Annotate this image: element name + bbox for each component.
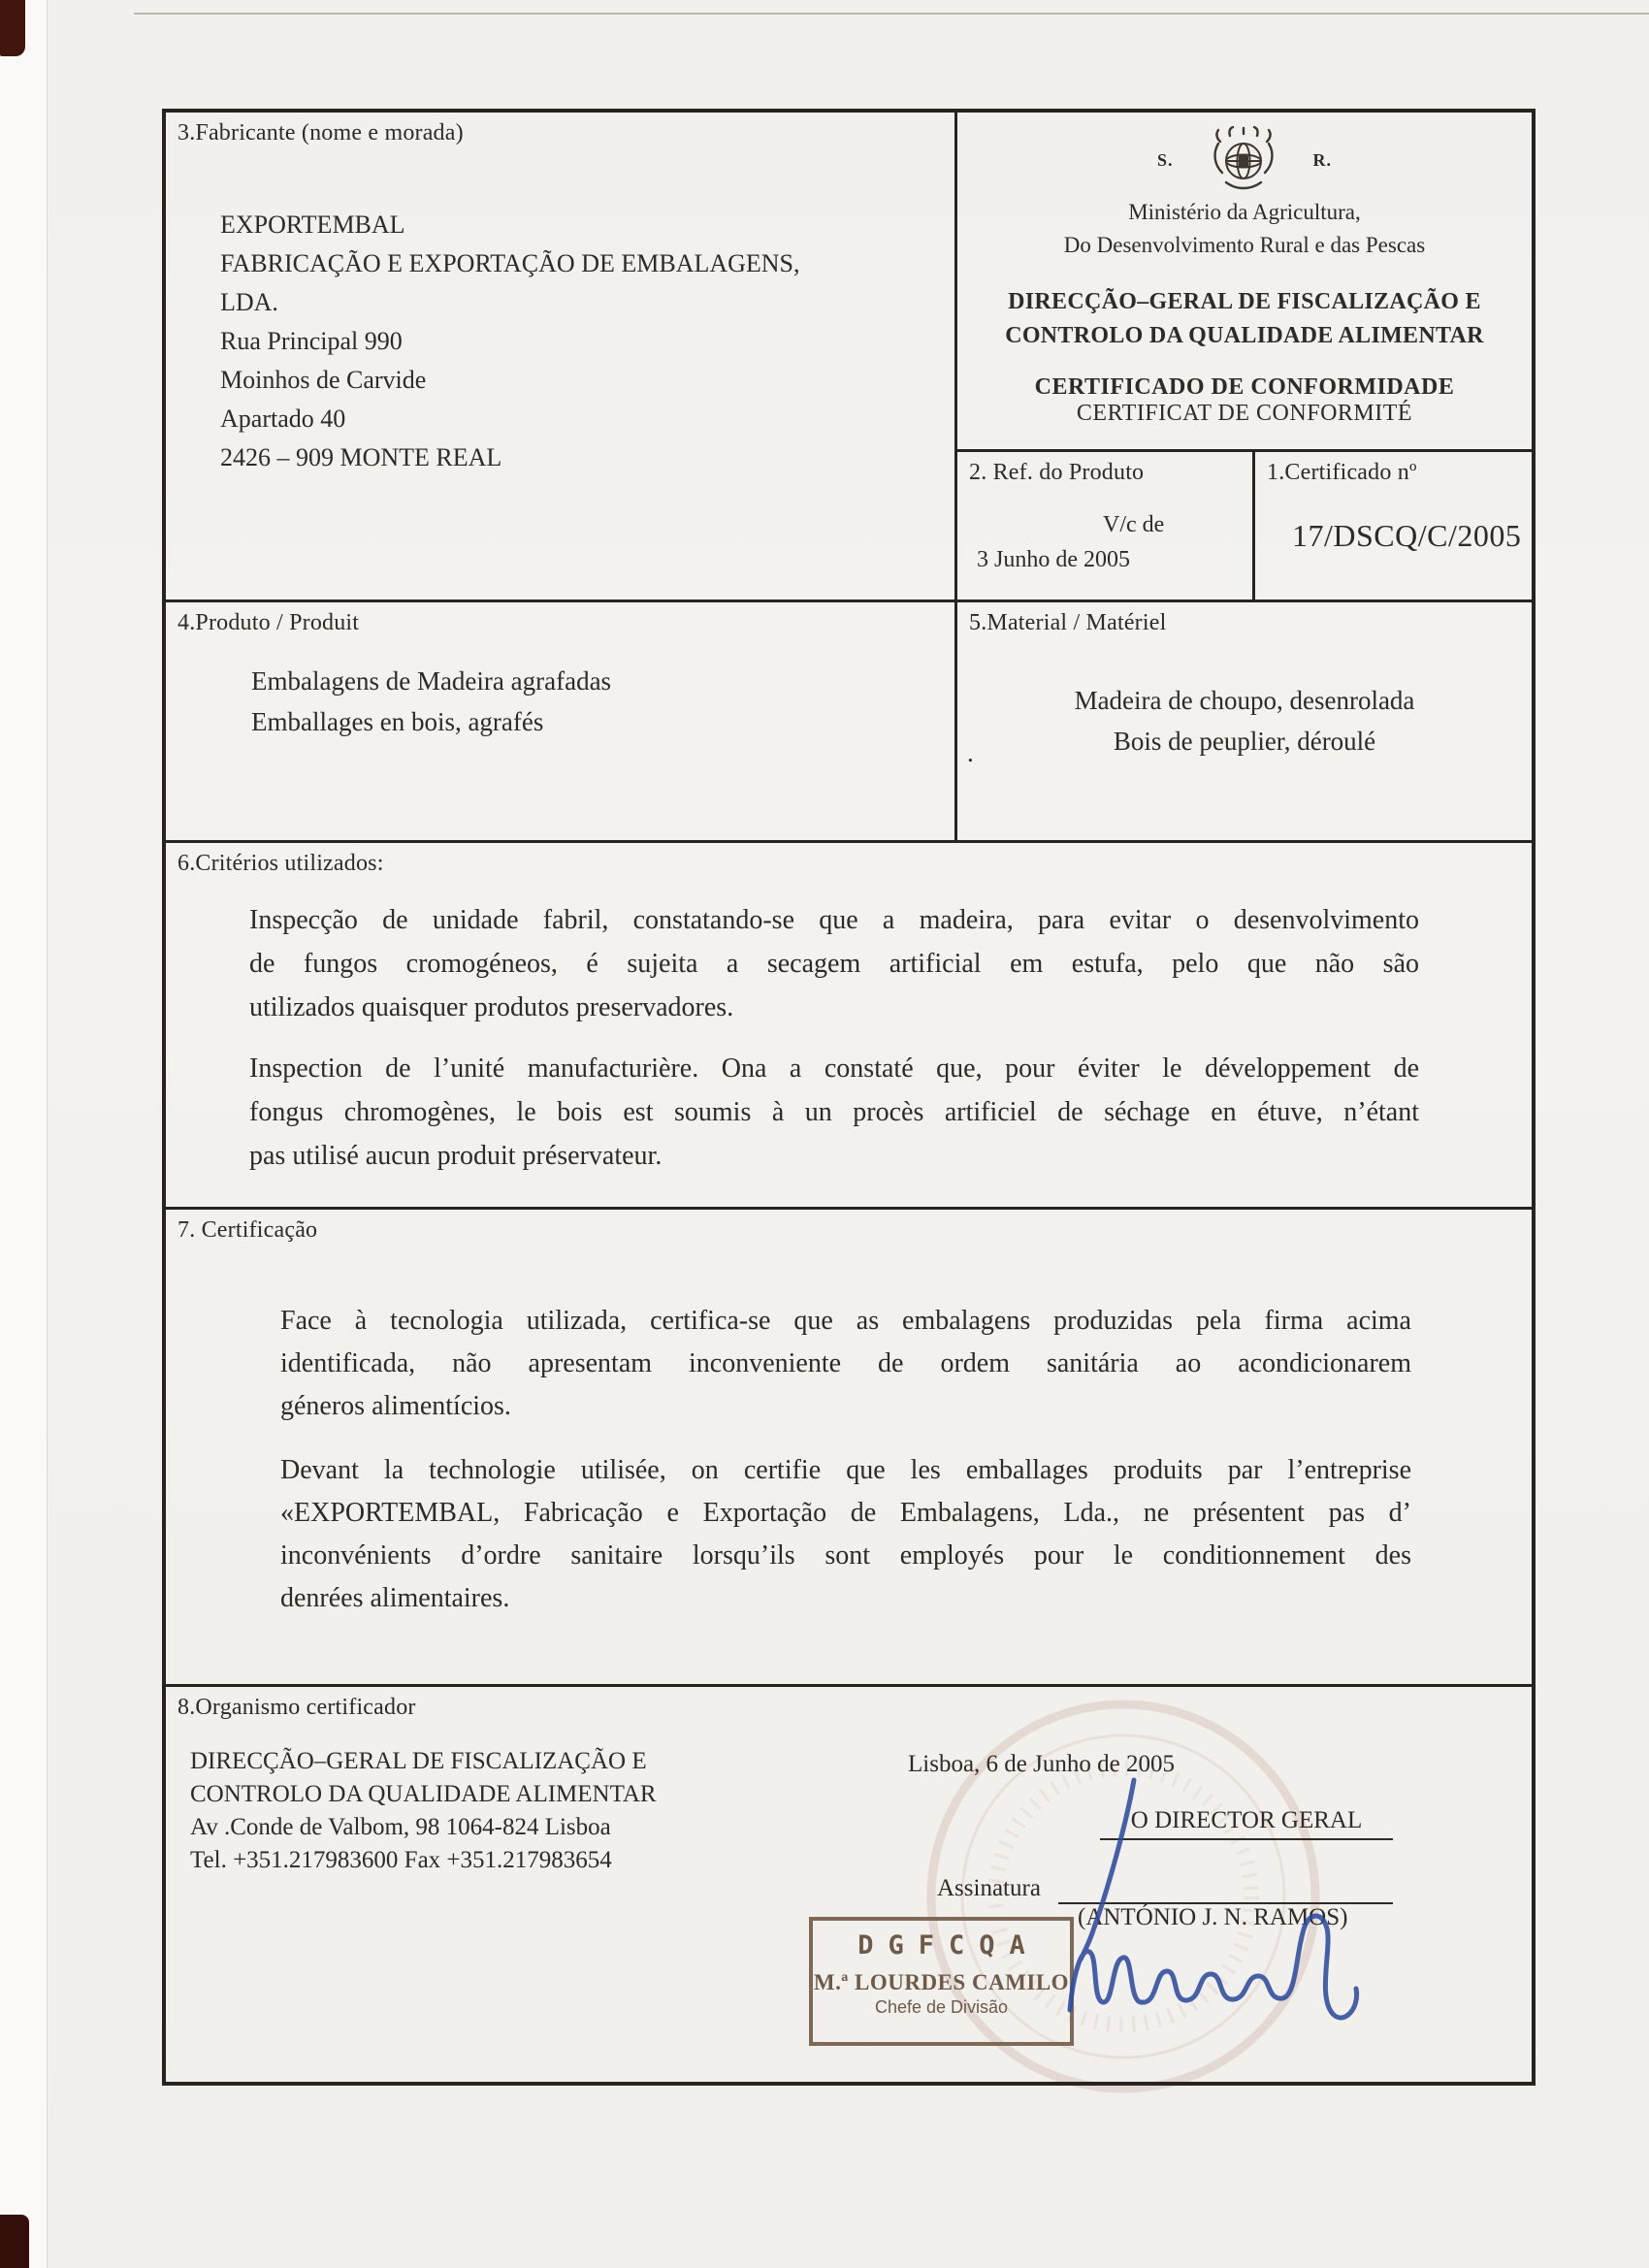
box3-label: 3.Fabricante (nome e morada): [178, 120, 464, 146]
director-title: O DIRECTOR GERAL: [1100, 1807, 1393, 1840]
text-line: Face à tecnologia utilizada, certifica-se que as embalagens produzidas pela firma acima: [280, 1306, 1411, 1336]
scan-artifact-top-left: [0, 0, 25, 56]
text-line: identificada, não apresentam inconveniente de ordem sanitária ao acondicionarem: [280, 1348, 1411, 1378]
page-edge-line: [134, 13, 1649, 15]
box-fabricante: [166, 113, 957, 602]
emblem-right-initial: R.: [1312, 149, 1332, 170]
text-line: utilizados quaisquer produtos preservadores.: [249, 992, 734, 1022]
box2-label: 2. Ref. do Produto: [969, 460, 1145, 485]
product-line-pt: Embalagens de Madeira agrafadas: [251, 666, 612, 696]
product-description: [251, 661, 611, 742]
box-certificado-numero: [1255, 452, 1532, 602]
box8-label: 8.Organismo certificador: [178, 1695, 416, 1720]
scanner-edge-strip: [0, 0, 48, 2268]
directorate-line: DIRECÇÃO–GERAL DE FISCALIZAÇÃO E: [1008, 289, 1481, 314]
manufacturer-address: [220, 206, 800, 477]
box-produto: [166, 602, 957, 843]
text-line: Devant la technologie utilisée, on certifie que les emballages produits par l’entreprise: [280, 1455, 1411, 1485]
address-line: Moinhos de Carvide: [220, 366, 427, 394]
address-line: FABRICAÇÃO E EXPORTAÇÃO DE EMBALAGENS,: [220, 249, 800, 277]
org-line: DIRECÇÃO–GERAL DE FISCALIZAÇÃO E: [190, 1748, 647, 1774]
certificate-title-fr: CERTIFICAT DE CONFORMITÉ: [1076, 401, 1413, 426]
material-description: [957, 680, 1532, 761]
certifier-address: [190, 1745, 657, 1877]
text-line: fongus chromogènes, le bois est soumis à un procès artificiel de séchage en étuve, n’étant: [249, 1097, 1419, 1127]
signature-line: [1058, 1877, 1393, 1904]
certificate-title-pt: CERTIFICADO DE CONFORMIDADE: [1034, 374, 1455, 400]
certification-paragraph-pt: [280, 1300, 1411, 1428]
dgfcqa-ink-stamp: [809, 1917, 1074, 2046]
address-line: 2426 – 909 MONTE REAL: [220, 443, 502, 471]
address-line: EXPORTEMBAL: [220, 211, 405, 239]
text-line: de fungos cromogéneos, é sujeita a secagem artificial em estufa, pelo que não são: [249, 949, 1419, 979]
stray-dot: .: [967, 738, 974, 767]
certificate-table: [162, 109, 1536, 2086]
box1-label: 1.Certificado nº: [1267, 460, 1417, 485]
material-line-pt: Madeira de choupo, desenrolada: [1074, 686, 1415, 715]
box-criterios: [166, 843, 1532, 1210]
directorate-line: CONTROLO DA QUALIDADE ALIMENTAR: [1005, 323, 1484, 348]
certification-paragraph-fr: [280, 1449, 1411, 1620]
ministry-line: Ministério da Agricultura,: [1128, 200, 1361, 224]
text-line: denrées alimentaires.: [280, 1583, 510, 1613]
national-emblem-icon: [1197, 126, 1290, 194]
text-line: inconvénients d’ordre sanitaire lorsqu’ils sont employés pour le conditionnement des: [280, 1540, 1411, 1571]
box-ref-produto: [957, 452, 1255, 602]
text-line: Inspecção de unidade fabril, constatando-se que a madeira, para evitar o desenvolvimento: [249, 905, 1419, 935]
address-line: Apartado 40: [220, 405, 346, 433]
material-line-fr: Bois de peuplier, déroulé: [1113, 727, 1376, 756]
text-line: «EXPORTEMBAL, Fabricação e Exportação de Embalagens, Lda., ne présentent pas d’: [280, 1498, 1411, 1528]
box-organismo: [166, 1687, 1532, 2082]
box4-label: 4.Produto / Produit: [178, 610, 360, 635]
box5-label: 5.Material / Matériel: [969, 610, 1167, 635]
emblem-left-initial: S.: [1156, 149, 1174, 170]
stamp-acronym: DGFCQA: [857, 1930, 1040, 1960]
box-material: [957, 602, 1532, 843]
emblem-row: [957, 124, 1532, 196]
stamp-role: Chefe de Divisão: [874, 1997, 1009, 2017]
org-line: CONTROLO DA QUALIDADE ALIMENTAR: [190, 1781, 657, 1807]
address-line: Rua Principal 990: [220, 327, 403, 355]
box-certificacao: [166, 1210, 1532, 1687]
ref-date: 3 Junho de 2005: [977, 547, 1130, 572]
ministry-header: [957, 113, 1532, 452]
product-line-fr: Emballages en bois, agrafés: [251, 707, 544, 736]
ministry-line: Do Desenvolvimento Rural e das Pescas: [1063, 233, 1426, 257]
criteria-paragraph-pt: [249, 898, 1419, 1029]
signature-label: Assinatura: [937, 1875, 1041, 1901]
text-line: Inspection de l’unité manufacturière. Ona a constaté que, pour éviter le développement de: [249, 1053, 1419, 1084]
org-line: Tel. +351.217983600 Fax +351.217983654: [190, 1847, 612, 1873]
org-line: Av .Conde de Valbom, 98 1064-824 Lisboa: [190, 1814, 611, 1840]
address-line: LDA.: [220, 288, 278, 316]
place-and-date: Lisboa, 6 de Junho de 2005: [908, 1751, 1175, 1777]
text-line: pas utilisé aucun produit préservateur.: [249, 1141, 663, 1171]
stamp-name: M.ª LOURDES CAMILO: [813, 1970, 1070, 1994]
box7-label: 7. Certificação: [178, 1217, 318, 1243]
ref-line: V/c de: [1103, 512, 1165, 537]
director-name: (ANTÓNIO J. N. RAMOS): [1078, 1904, 1348, 1930]
box6-label: 6.Critérios utilizados:: [178, 851, 384, 876]
scan-artifact-bottom-left: [0, 2215, 29, 2268]
certificate-number: 17/DSCQ/C/2005: [1292, 518, 1522, 553]
text-line: géneros alimentícios.: [280, 1391, 511, 1421]
criteria-paragraph-fr: [249, 1047, 1419, 1178]
